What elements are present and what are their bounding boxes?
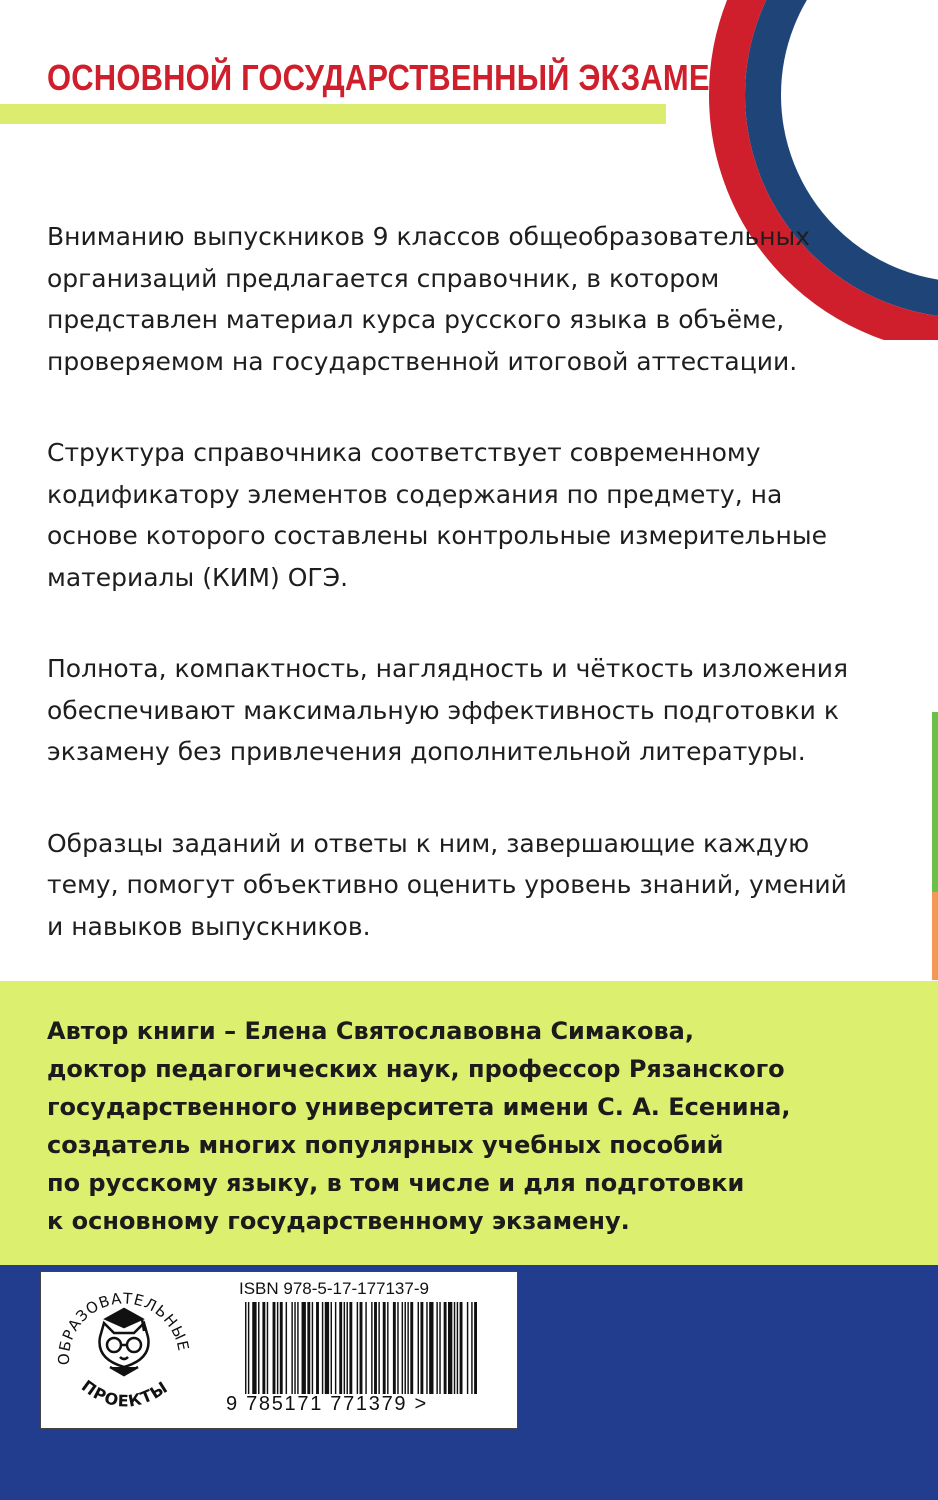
barcode-bar: [467, 1302, 468, 1394]
barcode-bar: [397, 1302, 398, 1394]
barcode-bar: [448, 1302, 452, 1394]
description-paragraph-4: Образцы заданий и ответы к ним, завершающие каждую тему, помогут объективно оценить уровень знаний, умений и навыков выпускников.: [47, 828, 847, 941]
barcode-bar: [418, 1302, 419, 1394]
barcode-bar: [474, 1302, 477, 1394]
barcode-bar: [410, 1302, 413, 1394]
barcode-bar: [383, 1302, 386, 1394]
barcode-bar: [460, 1302, 463, 1394]
barcode-bar: [387, 1302, 388, 1394]
barcode-bar: [360, 1302, 363, 1394]
author-line: к основному государственному экзамену.: [47, 1207, 630, 1235]
barcode-bar: [405, 1302, 406, 1394]
author-info: [47, 1012, 897, 1240]
barcode-bar: [245, 1302, 246, 1394]
barcode-bar: [436, 1302, 437, 1394]
author-line: по русскому языку, в том числе и для подготовки: [47, 1169, 745, 1197]
isbn-label: ISBN 978-5-17-177137-9: [239, 1279, 429, 1298]
barcode-bar: [262, 1302, 265, 1394]
barcode-bar: [420, 1302, 423, 1394]
barcode-bar: [277, 1302, 278, 1394]
barcode-bar: [273, 1302, 276, 1394]
barcode-bar: [347, 1302, 348, 1394]
logo-top-text: ОБРАЗОВАТЕЛЬНЫЕ: [54, 1289, 193, 1366]
author-line: доктор педагогических наук, профессор Рязанского: [47, 1055, 785, 1083]
series-title: ОСНОВНОЙ ГОСУДАРСТВЕННЫЙ ЭКЗАМЕН: [47, 57, 733, 98]
cat-icon: [100, 1309, 149, 1375]
logo-bottom-text: ПРОЕКТЫ: [78, 1376, 172, 1411]
barcode-bar: [291, 1302, 292, 1394]
barcode-bar: [267, 1302, 268, 1394]
barcode-bar: [280, 1302, 283, 1394]
barcode-bar: [335, 1302, 336, 1394]
barcode-bar: [302, 1302, 306, 1394]
spine-stripe-green: [932, 712, 938, 892]
barcode-bar: [331, 1302, 332, 1394]
barcode-bar: [454, 1302, 455, 1394]
author-line: Автор книги – Елена Святославовна Симакова,: [47, 1017, 694, 1045]
barcode-bar: [297, 1302, 298, 1394]
barcode-bar: [286, 1302, 287, 1394]
description-paragraph-3: Полнота, компактность, наглядность и чёткость изложения обеспечивают максимальную эффективность подготовки к экзамену без привлечения дополнительной литературы.: [47, 654, 849, 766]
title-underline-bar: [0, 104, 666, 124]
barcode-bar: [429, 1302, 433, 1394]
barcode-bar: [248, 1302, 249, 1394]
barcode-bar: [325, 1302, 329, 1394]
barcode-digits: 9 785171 771379 >: [226, 1393, 428, 1415]
barcode-bar: [402, 1302, 403, 1394]
barcode-bar: [349, 1302, 352, 1394]
barcode-bar: [322, 1302, 323, 1394]
barcode-bar: [457, 1302, 458, 1394]
author-line: создатель многих популярных учебных пособий: [47, 1131, 724, 1159]
barcode-bar: [371, 1302, 372, 1394]
barcode-bar: [316, 1302, 319, 1394]
barcode-bar: [339, 1302, 342, 1394]
description-paragraph-1: Вниманию выпускников 9 классов общеобразовательных организаций предлагается справочник, в котором представлен материал курса русского языка в объёме, проверяемом на государственной итоговой аттестации.: [47, 222, 811, 376]
barcode-bar: [407, 1302, 408, 1394]
barcode-bar: [393, 1302, 396, 1394]
barcode-bar: [471, 1302, 472, 1394]
barcode-bar: [357, 1302, 358, 1394]
barcode-bar: [365, 1302, 366, 1394]
barcode-bar: [252, 1302, 256, 1394]
barcode-bar: [374, 1302, 377, 1394]
barcode-bar: [312, 1302, 313, 1394]
barcode-bar: [258, 1302, 259, 1394]
barcode-bar: [294, 1302, 295, 1394]
spine-stripe-orange: [932, 892, 938, 980]
barcode-bar: [426, 1302, 427, 1394]
barcode-bar: [378, 1302, 379, 1394]
isbn-barcode: [243, 1302, 479, 1394]
barcode-bar: [439, 1302, 440, 1394]
description-paragraph-2: Структура справочника соответствует современному кодификатору элементов содержания по предмету, на основе которого составлены контрольные измерительные материалы (КИМ) ОГЭ.: [47, 438, 827, 592]
barcode-bar: [307, 1302, 310, 1394]
barcode-bar: [444, 1302, 447, 1394]
educational-projects-logo: [48, 1279, 198, 1419]
author-line: государственного университета имени С. А. Есенина,: [47, 1093, 791, 1121]
book-description: [47, 216, 867, 997]
barcode-bar: [344, 1302, 345, 1394]
